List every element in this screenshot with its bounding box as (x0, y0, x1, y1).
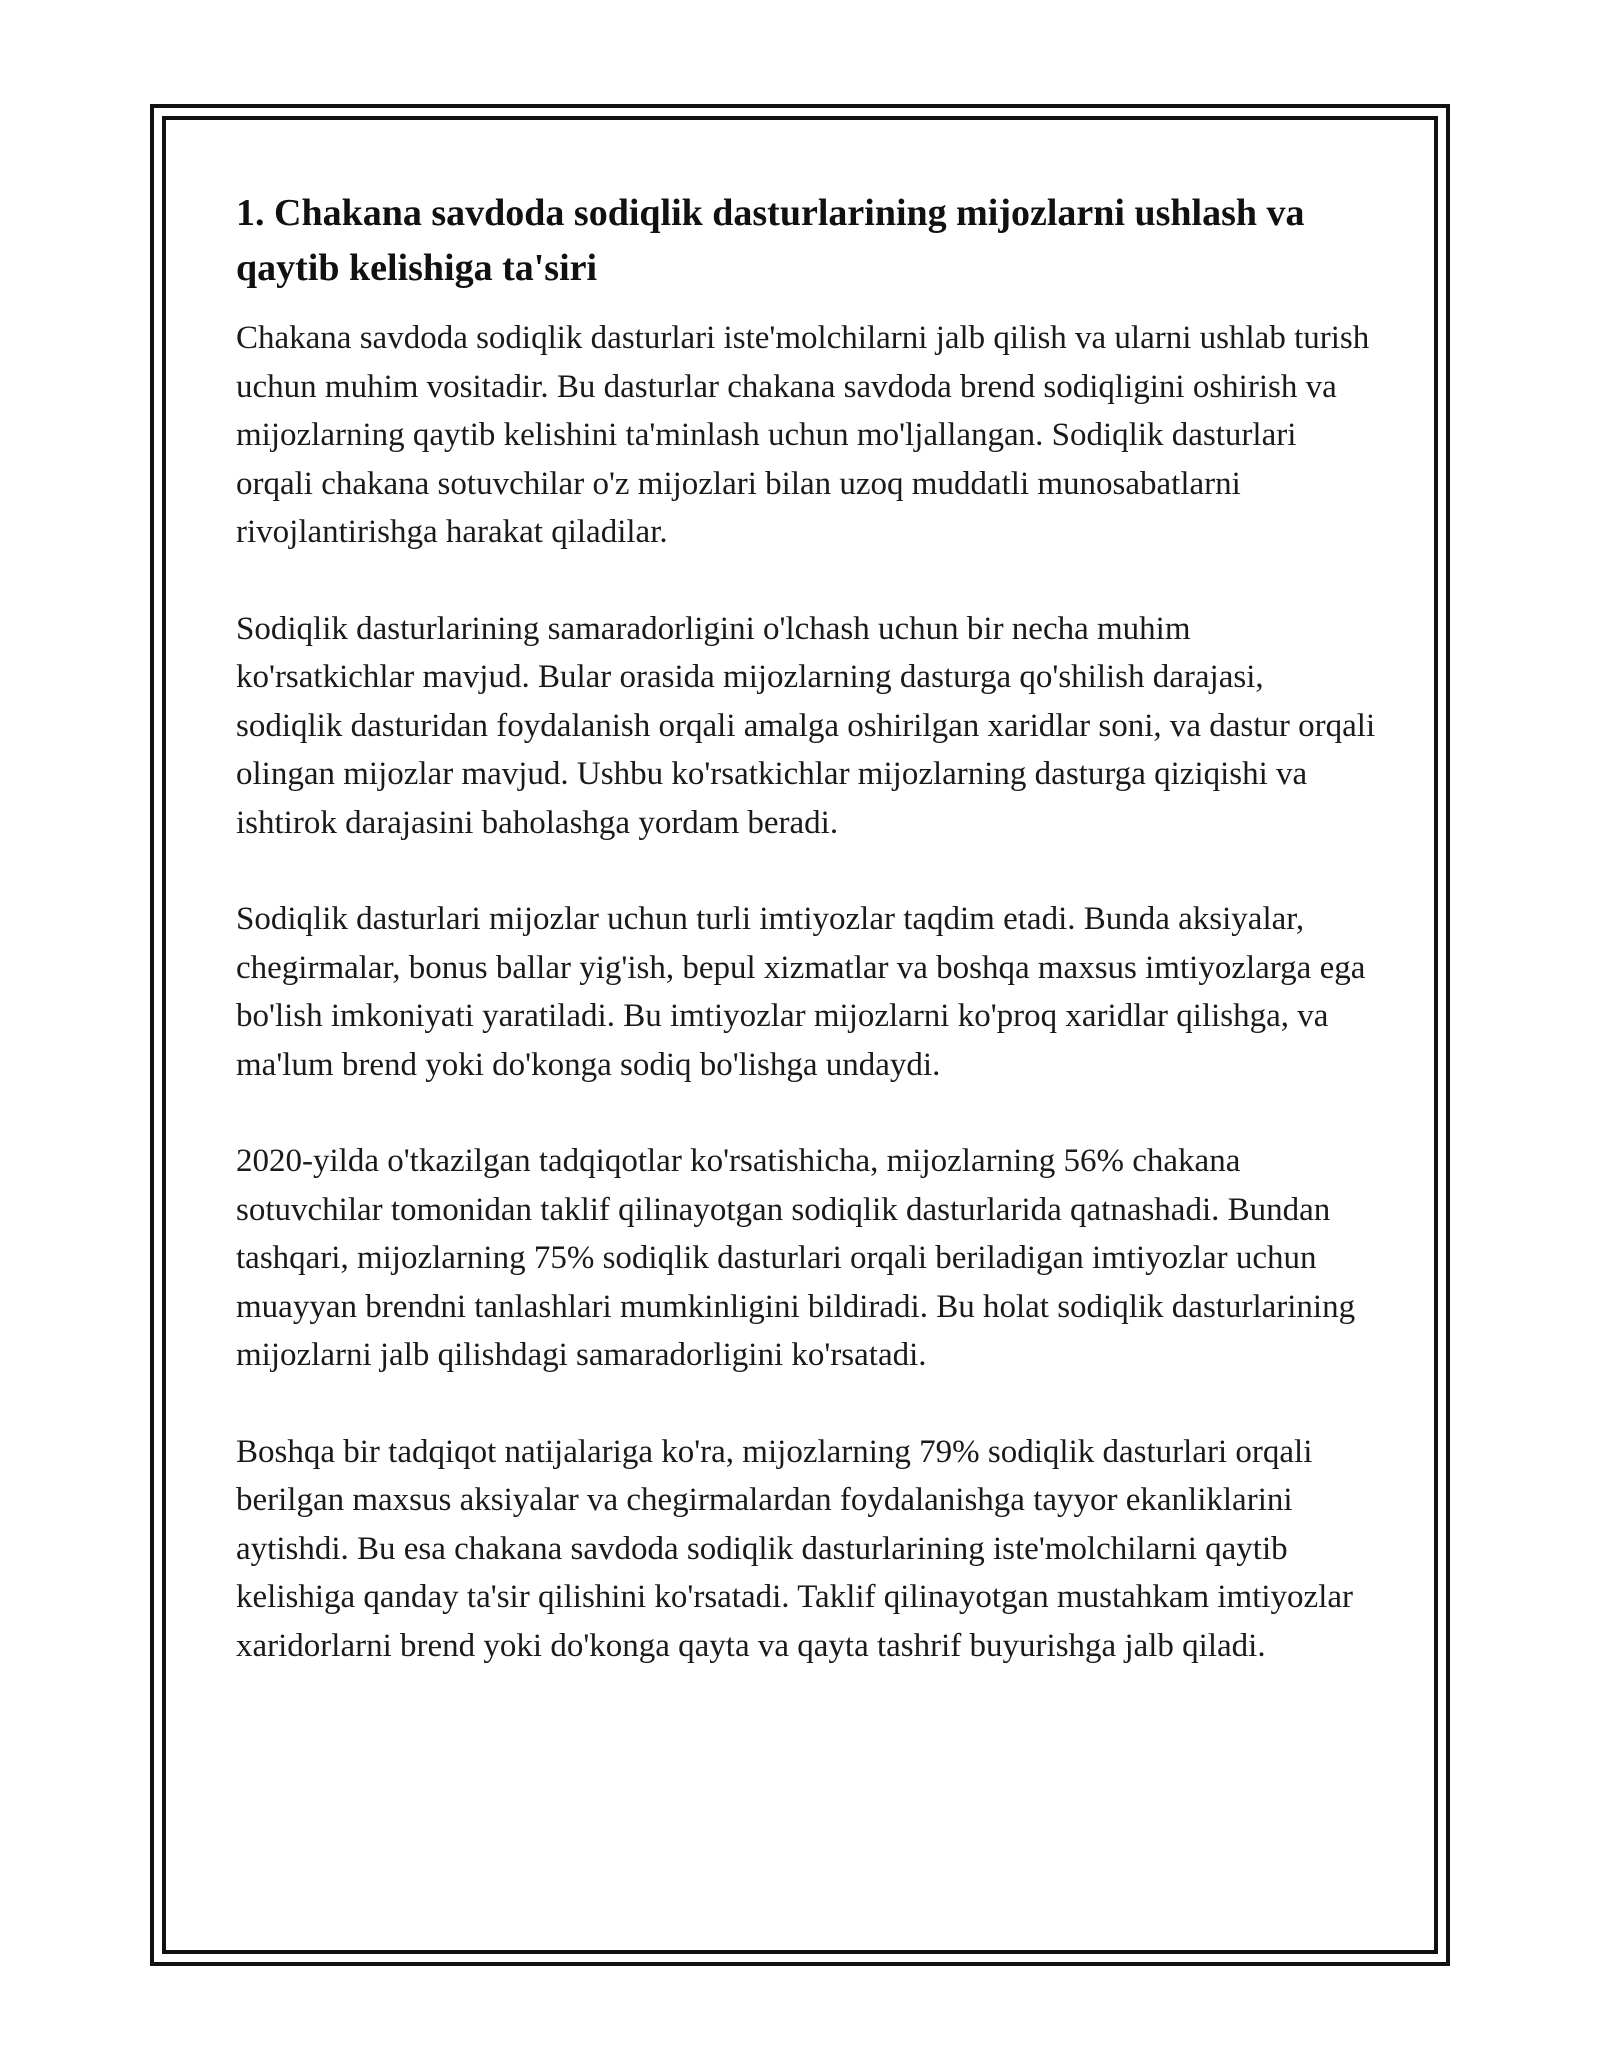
document-body (236, 186, 1376, 1670)
paragraph-1: Chakana savdoda sodiqlik dasturlari iste'molchilarni jalb qilish va ularni ushlab turish uchun muhim vositadir. Bu dasturlar chakana savdoda brend sodiqligini oshirish va mijozlarning qaytib kelishini ta'minlash uchun mo'ljallangan. Sodiqlik dasturlari orqali chakana sotuvchilar o'z mijozlari bilan uzoq muddatli munosabatlarni rivojlantirishga harakat qiladilar. (236, 320, 1370, 550)
paragraph-4: 2020-yilda o'tkazilgan tadqiqotlar ko'rsatishicha, mijozlarning 56% chakana sotuvchilar tomonidan taklif qilinayotgan sodiqlik dasturlarida qatnashadi. Bundan tashqari, mijozlarning 75% sodiqlik dasturlari orqali beriladigan imtiyozlar uchun muayyan brendni tanlashlari mumkinligini bildiradi. Bu holat sodiqlik dasturlarining mijozlarni jalb qilishdagi samaradorligini ko'rsatadi. (236, 1143, 1356, 1373)
paragraph-2: Sodiqlik dasturlarining samaradorligini o'lchash uchun bir necha muhim ko'rsatkichlar mavjud. Bular orasida mijozlarning dasturga qo'shilish darajasi, sodiqlik dasturidan foydalanish orqali amalga oshirilgan xaridlar soni, va dastur orqali olingan mijozlar mavjud. Ushbu ko'rsatkichlar mijozlarning dasturga qiziqishi va ishtirok darajasini baholashga yordam beradi. (236, 610, 1376, 841)
section-title: 1. Chakana savdoda sodiqlik dasturlarining mijozlarni ushlash va qaytib kelishiga ta'siri (236, 192, 1305, 289)
paragraph-3: Sodiqlik dasturlari mijozlar uchun turli imtiyozlar taqdim etadi. Bunda aksiyalar, chegirmalar, bonus ballar yig'ish, bepul xizmatlar va boshqa maxsus imtiyozlarga ega bo'lish imkoniyati yaratiladi. Bu imtiyozlar mijozlarni ko'proq xaridlar qilishga, va ma'lum brend yoki do'konga sodiq bo'lishga undaydi. (236, 901, 1366, 1083)
paragraph-5: Boshqa bir tadqiqot natijalariga ko'ra, mijozlarning 79% sodiqlik dasturlari orqali berilgan maxsus aksiyalar va chegirmalardan foydalanishga tayyor ekanliklarini aytishdi. Bu esa chakana savdoda sodiqlik dasturlarining iste'molchilarni qaytib kelishiga qanday ta'sir qilishini ko'rsatadi. Taklif qilinayotgan mustahkam imtiyozlar xaridorlarni brend yoki do'konga qayta va qayta tashrif buyurishga jalb qiladi. (236, 1433, 1354, 1664)
